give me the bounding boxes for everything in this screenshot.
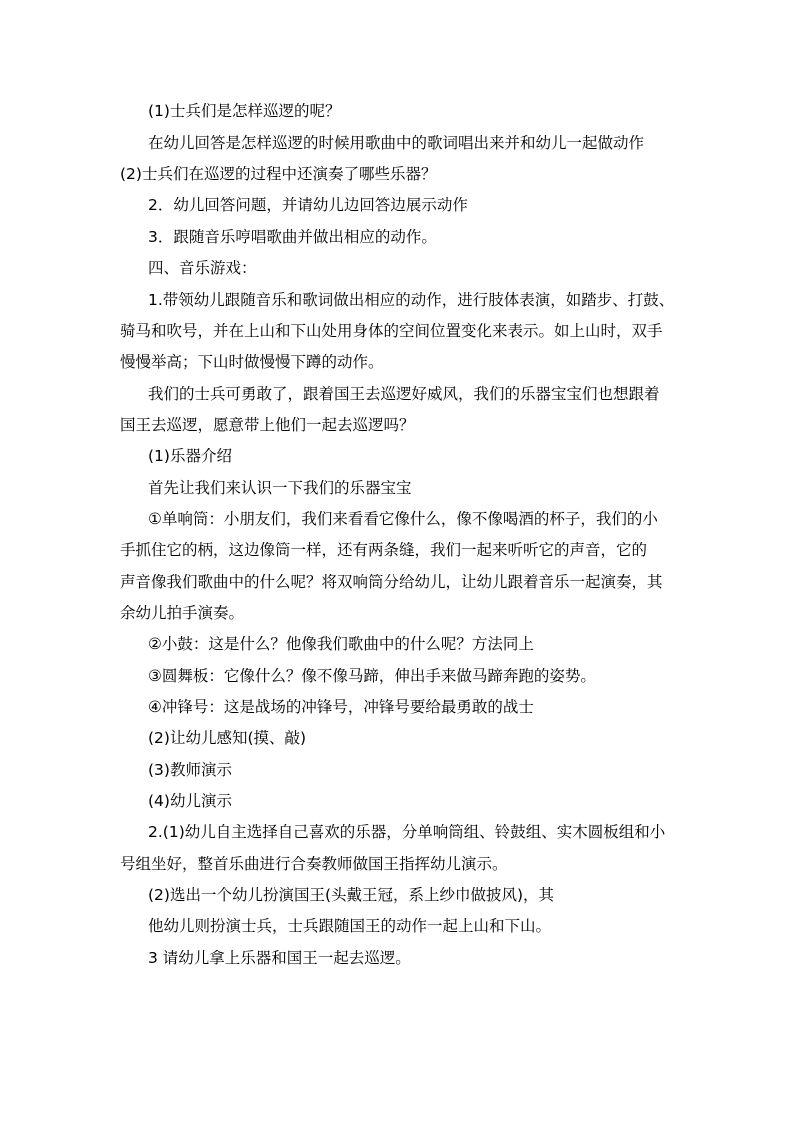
text-line-14: ①单响筒：小朋友们，我们来看看它像什么，像不像喝酒的杯子，我们的小 (148, 510, 658, 528)
text-line-8: 骑马和吹号，并在上山和下山处用身体的空间位置变化来表示。如上山时，双手 (120, 322, 663, 340)
text-line-5: 3．跟随音乐哼唱歌曲并做出相应的动作。 (148, 228, 437, 246)
text-line-25: 号组坐好，整首乐曲进行合奏教师做国王指挥幼儿演示。 (120, 855, 508, 873)
text-line-3: (2)士兵们在巡逻的过程中还演奏了哪些乐器？ (120, 165, 437, 183)
text-line-19: ③圆舞板：它像什么？像不像马蹄，伸出手来做马蹄奔跑的姿势。 (148, 667, 596, 685)
text-line-24: 2.(1)幼儿自主选择自己喜欢的乐器，分单响筒组、铃鼓组、实木圆板组和小 (148, 823, 666, 841)
text-line-16: 声音像我们歌曲中的什么呢？将双响筒分给幼儿，让幼儿跟着音乐一起演奏，其 (120, 573, 663, 591)
text-line-15: 手抓住它的柄，这边像筒一样，还有两条缝，我们一起来听听它的声音，它的 (120, 541, 648, 559)
text-line-12: (1)乐器介绍 (148, 447, 232, 465)
text-line-22: (3)教师演示 (148, 761, 232, 779)
text-line-11: 国王去巡逻，愿意带上他们一起去巡逻吗？ (120, 416, 415, 434)
text-line-21: (2)让幼儿感知(摸、敲) (148, 729, 307, 747)
text-line-1: (1)士兵们是怎样巡逻的呢？ (148, 102, 341, 120)
text-line-4: 2．幼儿回答问题，并请幼儿边回答边展示动作 (148, 196, 468, 214)
text-line-26: (2)选出一个幼儿扮演国王(头戴王冠，系上纱巾做披风)，其 (148, 886, 555, 904)
text-line-9: 慢慢举高；下山时做慢慢下蹲的动作。 (120, 353, 384, 371)
text-line-27: 他幼儿则扮演士兵，士兵跟随国王的动作一起上山和下山。 (148, 917, 552, 935)
text-line-17: 余幼儿拍手演奏。 (120, 604, 245, 622)
text-line-23: (4)幼儿演示 (148, 792, 232, 810)
text-line-10: 我们的士兵可勇敢了，跟着国王去巡逻好威风，我们的乐器宝宝们也想跟着 (148, 385, 660, 403)
text-line-13: 首先让我们来认识一下我们的乐器宝宝 (148, 479, 412, 497)
text-line-2: 在幼儿回答是怎样巡逻的时候用歌曲中的歌词唱出来并和幼儿一起做动作 (148, 134, 645, 152)
text-line-7: 1.带领幼儿跟随音乐和歌词做出相应的动作，进行肢体表演，如踏步、打鼓、 (148, 291, 675, 309)
text-line-18: ②小鼓：这是什么？他像我们歌曲中的什么呢？方法同上 (148, 635, 534, 653)
text-line-20: ④冲锋号：这是战场的冲锋号，冲锋号要给最勇敢的战士 (148, 698, 534, 716)
section-heading-music-game: 四、音乐游戏： (148, 259, 257, 277)
text-line-28: 3 请幼儿拿上乐器和国王一起去巡逻。 (148, 949, 411, 967)
